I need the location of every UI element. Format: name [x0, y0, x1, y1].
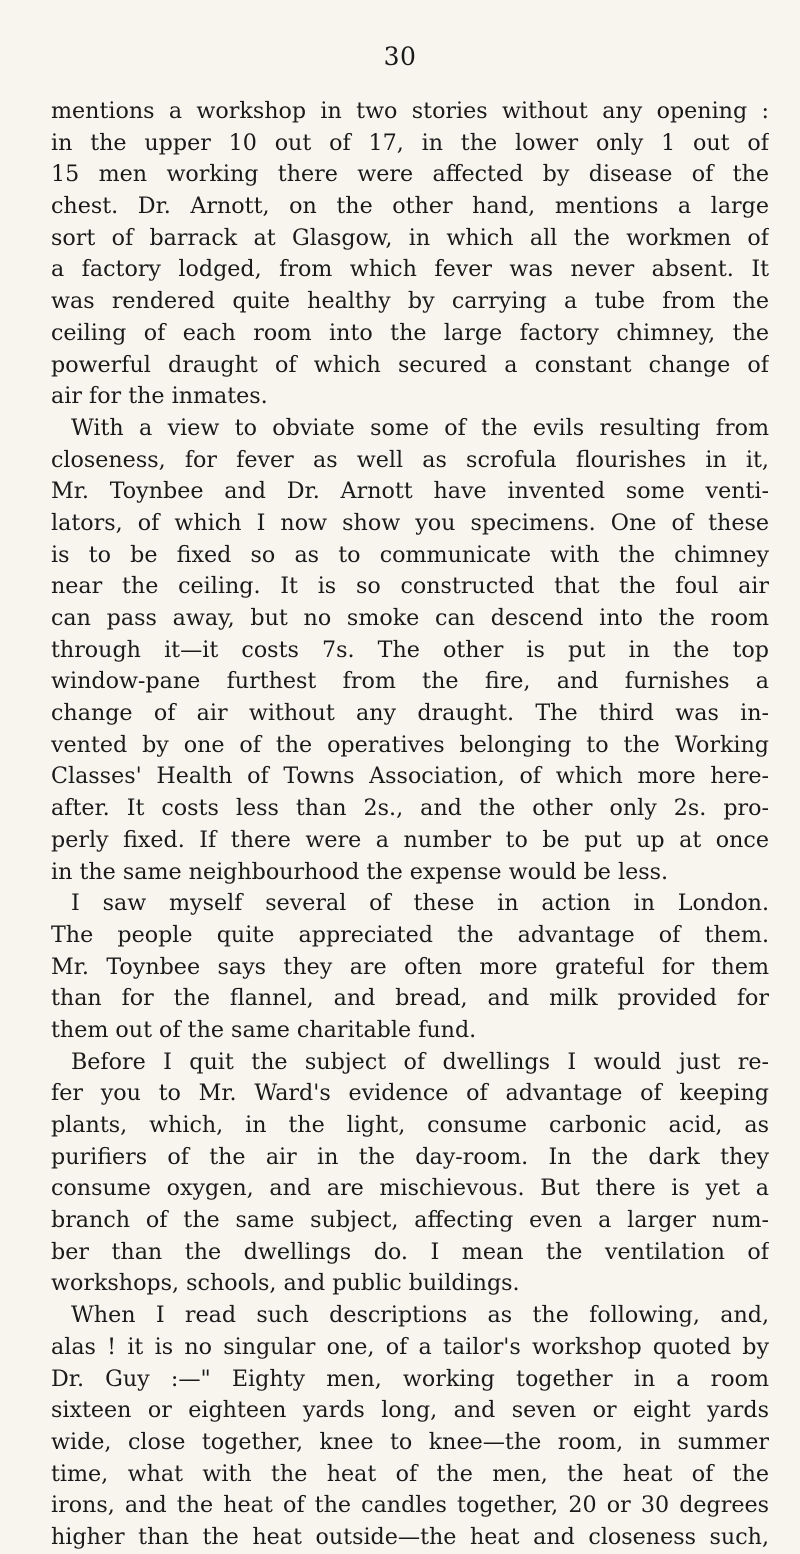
text-line: ber than the dwellings do. I mean the ventilation of: [51, 1238, 769, 1265]
text-line: change of air without any draught. The third was in-: [51, 700, 769, 727]
text-line: powerful draught of which secured a constant change of: [51, 351, 769, 378]
text-line: Before I quit the subject of dwellings I would just re-: [71, 1048, 769, 1075]
text-line: higher than the heat outside—the heat and closeness such,: [51, 1523, 769, 1550]
text-line: branch of the same subject, affecting even a larger num-: [51, 1207, 769, 1234]
text-line: window-pane furthest from the fire, and furnishes a: [51, 668, 769, 695]
text-line: time, what with the heat of the men, the heat of the: [51, 1460, 769, 1487]
text-line: Mr. Toynbee says they are often more grateful for them: [51, 953, 769, 980]
text-line: in the same neighbourhood the expense would be less.: [51, 858, 669, 885]
text-line: them out of the same charitable fund.: [51, 1016, 477, 1043]
text-line: chest. Dr. Arnott, on the other hand, mentions a large: [51, 193, 769, 220]
text-line: perly fixed. If there were a number to be put up at once: [51, 826, 769, 853]
text-line: The people quite appreciated the advantage of them.: [51, 921, 769, 948]
text-line: sixteen or eighteen yards long, and seven or eight yards: [51, 1397, 769, 1424]
text-line: alas ! it is no singular one, of a tailor's workshop quoted by: [51, 1333, 769, 1360]
text-line: through it—it costs 7s. The other is put in the top: [51, 636, 769, 663]
text-line: lators, of which I now show you specimens. One of these: [51, 509, 769, 536]
page-number: 30: [383, 42, 417, 71]
text-line: With a view to obviate some of the evils resulting from: [71, 414, 769, 441]
text-line: closeness, for fever as well as scrofula flourishes in it,: [51, 446, 769, 473]
text-line: after. It costs less than 2s., and the other only 2s. pro-: [51, 795, 769, 822]
text-line: 15 men working there were affected by disease of the: [51, 161, 769, 188]
text-line: than for the flannel, and bread, and milk provided for: [51, 985, 769, 1012]
text-line: consume oxygen, and are mischievous. But there is yet a: [51, 1175, 769, 1202]
text-line: air for the inmates.: [51, 383, 268, 410]
text-line: irons, and the heat of the candles together, 20 or 30 degrees: [51, 1492, 769, 1519]
text-line: is to be fixed so as to communicate with the chimney: [51, 541, 769, 568]
text-line: was rendered quite healthy by carrying a tube from the: [51, 288, 769, 315]
text-line: sort of barrack at Glasgow, in which all the workmen of: [51, 224, 769, 251]
text-line: When I read such descriptions as the following, and,: [71, 1302, 769, 1329]
text-line: vented by one of the operatives belonging to the Working: [51, 731, 769, 758]
text-line: in the upper 10 out of 17, in the lower only 1 out of: [51, 129, 769, 156]
text-line: wide, close together, knee to knee—the room, in summer: [51, 1428, 769, 1455]
text-line: near the ceiling. It is so constructed that the foul air: [51, 573, 769, 600]
text-line: can pass away, but no smoke can descend into the room: [51, 605, 769, 631]
text-line: Classes' Health of Towns Association, of which more here-: [51, 763, 769, 790]
text-line: Dr. Guy :—" Eighty men, working together in a room: [51, 1365, 769, 1392]
text-line: mentions a workshop in two stories without any opening :: [51, 98, 769, 124]
text-line: ceiling of each room into the large factory chimney, the: [51, 319, 769, 346]
text-line: I saw myself several of these in action in London.: [71, 890, 769, 917]
text-line: purifiers of the air in the day-room. In the dark they: [51, 1143, 769, 1170]
text-line: fer you to Mr. Ward's evidence of advantage of keeping: [51, 1080, 769, 1107]
text-line: a factory lodged, from which fever was never absent. It: [51, 256, 769, 283]
text-line: plants, which, in the light, consume carbonic acid, as: [51, 1112, 769, 1138]
text-line: Mr. Toynbee and Dr. Arnott have invented some venti-: [51, 478, 769, 505]
body-text: [51, 96, 769, 1554]
text-line: workshops, schools, and public buildings.: [51, 1270, 520, 1297]
